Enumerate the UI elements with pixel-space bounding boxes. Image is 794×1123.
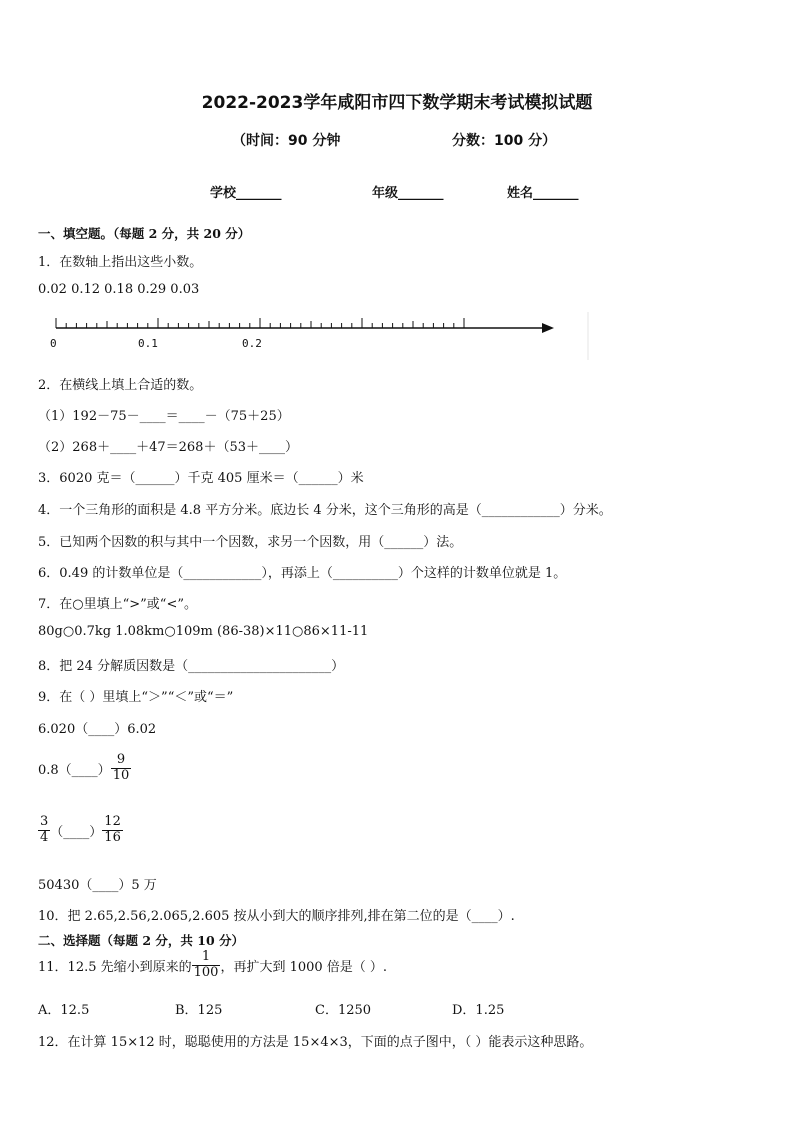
option-c[interactable]: C．1250 bbox=[315, 1003, 372, 1018]
question-2-part-2: （2）268＋____＋47＝268＋（53＋____） bbox=[38, 440, 298, 455]
option-d[interactable]: D．1.25 bbox=[452, 1003, 505, 1018]
option-a[interactable]: A．12.5 bbox=[38, 1003, 90, 1018]
question-9: 9．在（ ）里填上“＞”“＜”或“＝” bbox=[38, 690, 234, 705]
section-2-title: 二、选择题（每题 2 分，共 10 分） bbox=[38, 933, 245, 948]
number-line-label-0-2: 0.2 bbox=[242, 337, 262, 350]
fraction-numerator: 9 bbox=[111, 753, 132, 769]
fraction-numerator: 12 bbox=[104, 814, 121, 829]
question-7-items: 80g○0.7kg 1.08km○109m (86-38)×11○86×11-11 bbox=[38, 624, 369, 639]
question-8: 8．把 24 分解质因数是（______________________） bbox=[38, 659, 345, 674]
question-9-d: 50430（____）5 万 bbox=[38, 878, 157, 893]
question-9-a: 6.020（____）6.02 bbox=[38, 722, 157, 737]
fraction-denominator: 100 bbox=[193, 964, 219, 980]
question-9-b-text: 0.8（____） bbox=[38, 762, 111, 778]
question-11 bbox=[38, 950, 387, 981]
question-1-numbers: 0.02 0.12 0.18 0.29 0.03 bbox=[38, 282, 200, 297]
page-title: 2022-2023学年咸阳市四下数学期末考试模拟试题 bbox=[201, 93, 593, 113]
question-2-part-1: （1）192－75－____＝____－（75＋25） bbox=[38, 409, 290, 424]
question-12: 12．在计算 15×12 时，聪聪使用的方法是 15×4×3，下面的点子图中，（ ）能表示这种思路。 bbox=[38, 1035, 593, 1050]
fraction-denominator: 10 bbox=[112, 767, 130, 783]
question-6: 6．0.49 的计数单位是（____________），再添上（__________）个这样的计数单位就是 1。 bbox=[38, 566, 567, 581]
fraction-numerator: 1 bbox=[192, 950, 221, 966]
option-b[interactable]: B．125 bbox=[175, 1003, 223, 1018]
question-5: 5．已知两个因数的积与其中一个因数，求另一个因数，用（______）法。 bbox=[38, 535, 463, 550]
question-3: 3．6020 克＝（______）千克 405 厘米＝（______）米 bbox=[38, 471, 364, 486]
fraction bbox=[102, 815, 123, 846]
arrow-head-icon bbox=[542, 323, 554, 333]
fraction bbox=[192, 950, 221, 981]
question-11-post: ，再扩大到 1000 倍是（ ）. bbox=[220, 959, 388, 975]
question-9-b bbox=[38, 753, 131, 784]
number-line-label-0: 0 bbox=[50, 337, 57, 350]
name-field: 姓名_______ bbox=[507, 186, 579, 201]
number-line-label-0-1: 0.1 bbox=[138, 337, 158, 350]
exam-time: （时间：90 分钟 bbox=[232, 133, 341, 149]
fraction-denominator: 16 bbox=[104, 829, 121, 845]
question-7: 7．在○里填上“>”或“<”。 bbox=[38, 597, 197, 612]
question-9-c bbox=[38, 815, 123, 846]
number-line bbox=[40, 310, 600, 362]
question-2: 2．在横线上填上合适的数。 bbox=[38, 378, 203, 393]
question-1: 1．在数轴上指出这些小数。 bbox=[38, 255, 203, 270]
section-1-title: 一、填空题。（每题 2 分，共 20 分） bbox=[38, 226, 251, 241]
question-4: 4．一个三角形的面积是 4.8 平方分米。底边长 4 分米，这个三角形的高是（____________）分米。 bbox=[38, 503, 612, 518]
grade-field: 年级_______ bbox=[372, 186, 444, 201]
question-11-pre: 11．12.5 先缩小到原来的 bbox=[38, 959, 192, 975]
school-field: 学校_______ bbox=[210, 186, 282, 201]
fraction-denominator: 4 bbox=[40, 829, 49, 845]
fraction bbox=[38, 815, 50, 846]
question-10: 10．把 2.65,2.56,2.065,2.605 按从小到大的顺序排列,排在第二位的是（____）. bbox=[38, 909, 515, 924]
exam-score: 分数：100 分） bbox=[452, 133, 557, 149]
fraction bbox=[111, 753, 132, 784]
fraction-numerator: 3 bbox=[40, 814, 49, 829]
question-9-c-text: （____） bbox=[50, 824, 103, 840]
